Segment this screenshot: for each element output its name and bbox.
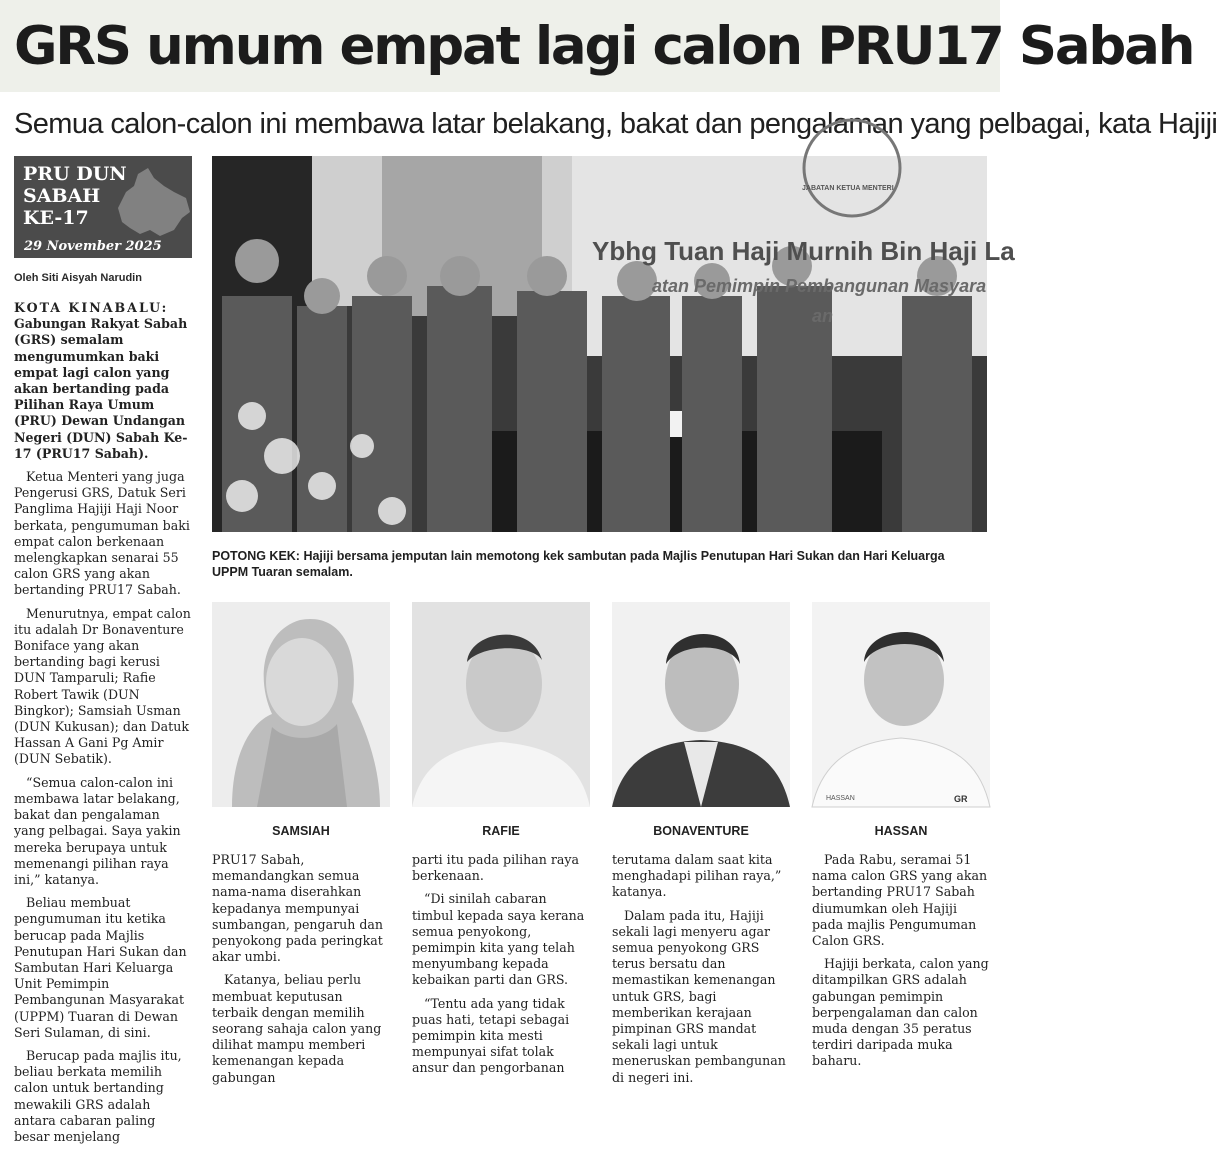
banner-subtext: atan Pemimpin Pembangunan Masyara	[652, 276, 987, 296]
paragraph: “Di sinilah cabaran timbul kepada saya kerana semua penyokong, pemimpin kita yang telah menyumbang kepada kebaikan parti dan GRS.	[412, 891, 585, 988]
subheadline: Semua calon-calon ini membawa latar belakang, bakat dan pengalaman yang pelbagai, kata Hajiji	[14, 108, 1217, 140]
seal-text: JABATAN KETUA MENTERI	[802, 185, 894, 192]
paragraph: “Tentu ada yang tidak puas hati, tetapi sebagai pemimpin kita mesti mempunyai sifat tolak ansur dan pengorbanan	[412, 995, 570, 1076]
paragraph: parti itu pada pilihan raya berkenaan.	[412, 852, 580, 884]
paragraph: Berucap pada majlis itu, beliau berkata memilih calon untuk bertanding mewakili GRS adalah antara cabaran paling besar menjelang	[14, 1047, 182, 1144]
lead-paragraph	[14, 300, 194, 462]
portrait-rafie	[412, 602, 590, 807]
article-column-5	[812, 852, 990, 1077]
paragraph: Menurutnya, empat calon itu adalah Dr Bonaventure Boniface yang akan bertanding bagi kerusi DUN Tamparuli; Rafie Robert Tawik (DUN Bingkor); Samsiah Usman (DUN Kukusan); dan Datuk Hassan A Gani Pg Amir (DUN Sebatik).	[14, 605, 191, 767]
election-badge	[14, 156, 192, 258]
event-photo	[212, 156, 1015, 532]
paragraph: Hajiji berkata, calon yang ditampilkan GRS adalah gabungan pemimpin berpengalaman dan calon muda dengan 35 peratus terdiri daripada muka baharu.	[812, 956, 989, 1069]
paragraph: Beliau membuat pengumuman itu ketika berucap pada Majlis Penutupan Hari Sukan dan Sambutan Hari Keluarga Unit Pemimpin Pembangunan Masyarakat (UPPM) Tuaran di Dewan Seri Sulaman, di sini.	[14, 895, 187, 1040]
badge-line-3: KE-17	[23, 207, 89, 229]
portrait-label-samsiah: SAMSIAH	[272, 824, 330, 838]
paragraph: Ketua Menteri yang juga Pengerusi GRS, Datuk Seri Panglima Hajiji Haji Noor berkata, pengumuman baki empat calon berkenaan melengkapkan senarai 55 calon GRS yang akan bertanding PRU17 Sabah.	[14, 469, 190, 598]
lead-text: Gabungan Rakyat Sabah (GRS) semalam mengumumkan baki empat lagi calon yang akan bertanding pada Pilihan Raya Umum (PRU) Dewan Undangan Negeri (DUN) Sabah Ke-17 (PRU17 Sabah).	[14, 316, 188, 461]
portrait-image	[812, 602, 990, 807]
headline: GRS umum empat lagi calon PRU17 Sabah	[14, 16, 1194, 77]
byline: Oleh Siti Aisyah Narudin	[14, 272, 142, 284]
cake-cutting-photo	[212, 156, 1015, 532]
paragraph: Dalam pada itu, Hajiji sekali lagi menyeru agar semua penyokong GRS terus bersatu dan memastikan kemenangan untuk GRS, bagi memberikan kerajaan pimpinan GRS mandat sekali lagi untuk meneruskan pembangunan di negeri ini.	[612, 907, 786, 1085]
banner-text: Ybhg Tuan Haji Murnih Bin Haji La	[592, 236, 1015, 266]
portrait-samsiah	[212, 602, 390, 807]
dateline: KOTA KINABALU:	[14, 300, 169, 315]
banner-subtext-2: an	[812, 306, 834, 326]
portrait-label-rafie: RAFIE	[482, 824, 520, 838]
portrait-image	[212, 602, 390, 807]
paragraph: terutama dalam saat kita menghadapi pilihan raya,” katanya.	[612, 852, 782, 900]
name-tag: HASSAN	[826, 795, 855, 802]
paragraph: “Semua calon-calon ini membawa latar belakang, bakat dan pengalaman yang pelbagai. Saya yakin mereka berupaya untuk memenangi pilihan raya ini,” katanya.	[14, 774, 181, 887]
badge-line-2: SABAH	[23, 185, 101, 207]
article-column-1	[14, 300, 194, 1152]
badge-line-1: PRU DUN	[23, 163, 127, 185]
photo-caption: POTONG KEK: Hajiji bersama jemputan lain memotong kek sambutan pada Majlis Penutupan Hari Sukan dan Hari Keluarga UPPM Tuaran semalam.	[212, 549, 945, 579]
portrait-image	[612, 602, 790, 807]
portrait-label-bonaventure: BONAVENTURE	[653, 824, 749, 838]
paragraph: Pada Rabu, seramai 51 nama calon GRS yang akan bertanding PRU17 Sabah diumumkan oleh Hajiji pada majlis Pengumuman Calon GRS.	[812, 852, 988, 949]
paragraph: PRU17 Sabah, memandangkan semua nama-nama diserahkan kepadanya mempunyai sumbangan, pengaruh dan penyokong pada peringkat akar umbi.	[212, 852, 384, 965]
badge-date: 29 November 2025	[24, 239, 162, 254]
portrait-bonaventure	[612, 602, 790, 807]
article-column-4	[612, 852, 790, 1093]
portrait-label-hassan: HASSAN	[874, 824, 928, 838]
grs-logo: GR	[954, 794, 968, 804]
article-column-3	[412, 852, 590, 1084]
paragraph: Katanya, beliau perlu membuat keputusan terbaik dengan memilih seorang sahaja calon yang dilihat mampu memberi kemenangan kepada gabungan	[212, 972, 382, 1085]
portrait-hassan	[812, 602, 990, 807]
portrait-image	[412, 602, 590, 807]
article-column-2	[212, 852, 390, 1093]
